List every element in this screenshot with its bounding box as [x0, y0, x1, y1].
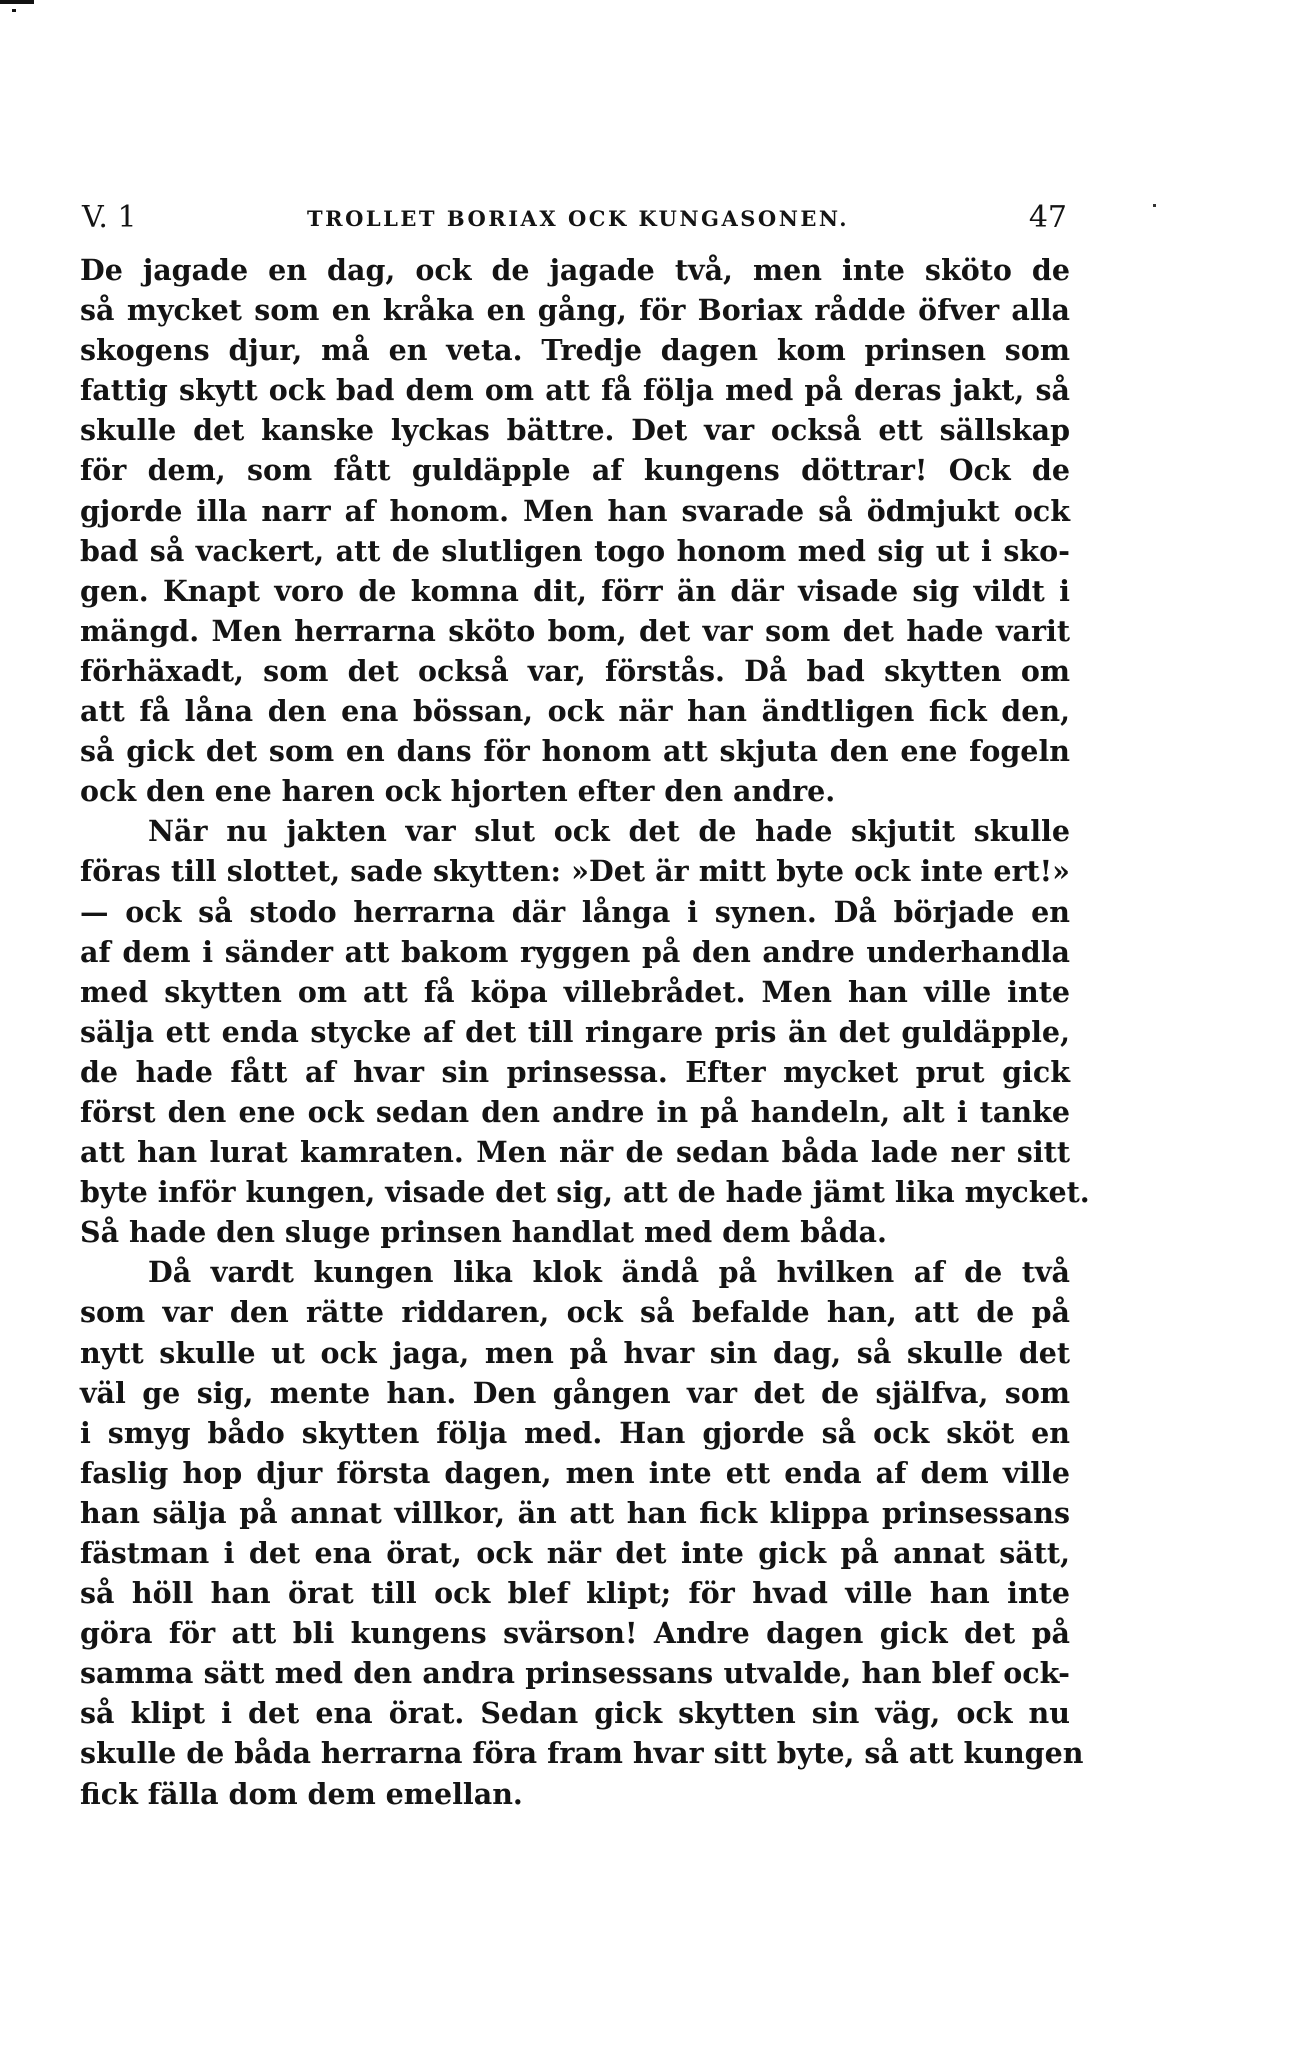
text-line: så mycket som en kråka en gång, för Boriax rådde öfver alla: [80, 293, 1070, 328]
running-head: [82, 200, 1067, 240]
text-line: att han lurat kamraten. Men när de sedan båda lade ner sitt: [80, 1135, 1070, 1170]
text-line: fästman i det ena örat, ock när det inte gick på annat sätt,: [80, 1536, 1070, 1570]
text-line: gjorde illa narr af honom. Men han svarade så ödmjukt ock: [80, 493, 1070, 528]
text-line: sälja ett enda stycke af det till ringare pris än det guldäpple,: [80, 1014, 1070, 1049]
running-title: TROLLET BORIAX OCK KUNGASONEN.: [307, 206, 850, 231]
text-line: mängd. Men herrarna sköto bom, det var som det hade varit: [80, 613, 1070, 648]
text-line: väl ge sig, mente han. Den gången var det de själfva, som: [80, 1375, 1070, 1410]
scan-corner-mark: [0, 0, 34, 4]
text-line: skulle det kanske lyckas bättre. Det var också ett sällskap: [80, 413, 1070, 448]
text-line: skulle de båda herrarna föra fram hvar sitt byte, så att kungen: [80, 1736, 1084, 1771]
text-line: i smyg bådo skytten följa med. Han gjorde så ock sköt en: [80, 1415, 1070, 1450]
text-line: så klipt i det ena örat. Sedan gick skytten sin väg, ock nu: [80, 1696, 1070, 1731]
text-line: af dem i sänder att bakom ryggen på den andre underhandla: [80, 934, 1070, 969]
text-line: så gick det som en dans för honom att skjuta den ene fogeln: [80, 734, 1070, 769]
text-line: nytt skulle ut ock jaga, men på hvar sin dag, så skulle det: [80, 1335, 1070, 1370]
signature-mark: V. 1: [82, 200, 137, 235]
text-line: byte inför kungen, visade det sig, att de hade jämt lika mycket.: [80, 1175, 1090, 1210]
text-line: samma sätt med den andra prinsessans utvalde, han blef ock-: [80, 1656, 1070, 1691]
text-line: föras till slottet, sade skytten: »Det är mitt byte ock inte ert!»: [80, 854, 1070, 889]
scan-speck: [1153, 204, 1156, 207]
text-line: han sälja på annat villkor, än att han fick klippa prinsessans: [80, 1495, 1070, 1530]
text-line: som var den rätte riddaren, ock så befalde han, att de på: [80, 1295, 1070, 1330]
text-line: de hade fått af hvar sin prinsessa. Efter mycket prut gick: [80, 1054, 1070, 1089]
text-line: skogens djur, må en veta. Tredje dagen kom prinsen som: [80, 333, 1070, 368]
text-line: Då vardt kungen lika klok ändå på hvilken af de två: [148, 1255, 1070, 1290]
text-line: så höll han örat till ock blef klipt; för hvad ville han inte: [80, 1576, 1070, 1611]
page-number: 47: [1028, 200, 1067, 235]
text-line: att få låna den ena bössan, ock när han ändtligen fick den,: [80, 694, 1070, 729]
text-line: — ock så stodo herrarna där långa i synen. Då började en: [80, 894, 1070, 929]
text-line: göra för att bli kungens svärson! Andre dagen gick det på: [80, 1616, 1070, 1651]
text-line: gen. Knapt voro de komna dit, förr än där visade sig vildt i: [80, 573, 1070, 608]
text-line: fick fälla dom dem emellan.: [80, 1776, 523, 1811]
text-line: När nu jakten var slut ock det de hade skjutit skulle: [148, 814, 1070, 849]
text-line: bad så vackert, att de slutligen togo honom med sig ut i sko-: [80, 533, 1070, 568]
text-line: Så hade den sluge prinsen handlat med dem båda.: [80, 1215, 887, 1250]
text-line: ock den ene haren ock hjorten efter den andre.: [80, 774, 836, 809]
text-line: förhäxadt, som det också var, förstås. Då bad skytten om: [80, 653, 1070, 688]
text-line: för dem, som fått guldäpple af kungens döttrar! Ock de: [80, 453, 1070, 488]
body-text: [80, 250, 1090, 1814]
text-line: fattig skytt ock bad dem om att få följa med på deras jakt, så: [80, 373, 1070, 408]
text-line: med skytten om att få köpa villebrådet. Men han ville inte: [80, 974, 1070, 1009]
text-line: De jagade en dag, ock de jagade två, men inte sköto de: [80, 253, 1070, 287]
text-line: faslig hop djur första dagen, men inte ett enda af dem ville: [80, 1455, 1070, 1490]
text-line: först den ene ock sedan den andre in på handeln, alt i tanke: [80, 1094, 1070, 1129]
